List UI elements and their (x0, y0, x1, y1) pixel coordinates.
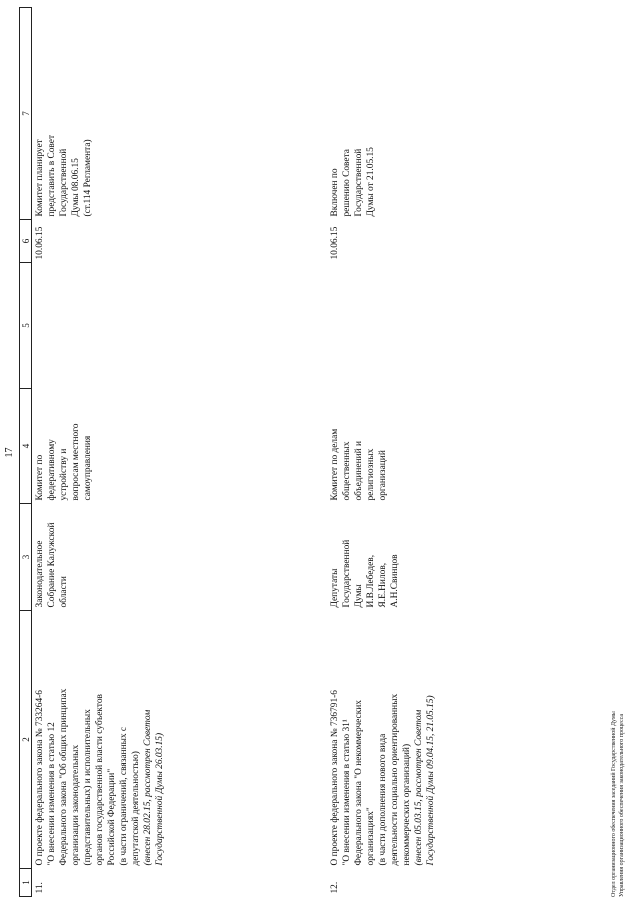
initiator-line: области (59, 576, 69, 608)
note-line: (ст.114 Регламента) (83, 139, 93, 217)
note-line: представить в Совет (47, 134, 57, 217)
bill-description (327, 611, 439, 869)
initiator-line: А.Н.Свинцов (389, 554, 400, 608)
bill-description (32, 611, 327, 869)
committee-line: объединений и (353, 441, 364, 501)
initiator-cell (327, 504, 439, 611)
bill-line: (в части дополнения нового вида (377, 733, 388, 866)
note-line: Комитет планирует (35, 139, 45, 217)
committee-line: Комитет по делам (329, 428, 340, 501)
initiator-line: Государственной (341, 539, 352, 608)
bill-line: Федерального закона "О некоммерческих (353, 700, 364, 866)
footer-line: Управления организационного обеспечения законодательного процесса (619, 713, 625, 897)
initiator-line: И.В.Лебедев, (365, 554, 376, 608)
bill-line: (в части ограничений, связанных с (119, 726, 129, 866)
row-number: 12. (329, 881, 340, 894)
bill-line: О проекте федерального закона № 736791-6 (329, 690, 340, 866)
bill-line: органов государственной власти субъектов (95, 694, 105, 866)
note-line: Включен по (329, 168, 340, 217)
note-cell (327, 8, 439, 220)
committee-line: религиозных (365, 448, 376, 501)
bill-line: "О внесении изменения в статью 12 (47, 722, 57, 866)
bill-line: "О внесении изменения в статью 31¹ (341, 719, 352, 866)
column-header: 1 (20, 869, 32, 897)
bill-line: деятельности социально ориентированных (389, 693, 400, 866)
bill-line: некоммерческих организаций) (401, 743, 412, 866)
note-cell (32, 8, 327, 220)
footer-line: Отдел организационного обеспечения заседаний Государственной Думы (611, 711, 617, 897)
page-number: 17 (4, 447, 15, 458)
bill-line: Государственной Думы 26.03.15) (155, 732, 165, 866)
column-5-cell (327, 263, 439, 389)
column-header: 5 (20, 263, 32, 389)
bill-line: организации законодательных (71, 744, 81, 866)
column-header: 6 (20, 220, 32, 263)
column-5-cell (32, 263, 327, 389)
date-cell: 10.06.15 (35, 226, 45, 260)
initiator-line: Собрание Калужской (47, 522, 57, 608)
row-number: 11. (35, 882, 45, 894)
initiator-line: Я.Е.Нилов, (377, 562, 388, 608)
note-line: Думы 08.06.15 (71, 158, 81, 217)
bill-line: Российской Федерации" (107, 768, 117, 866)
bill-line: Государственной Думы 09.04.15, 21.05.15) (425, 695, 436, 866)
initiator-line: Думы (353, 584, 364, 608)
footer-note (610, 711, 626, 897)
date-cell: 10.06.15 (329, 226, 340, 260)
committee-line: Комитет по (35, 454, 45, 501)
bill-line: (представительных) и исполнительных (83, 709, 93, 866)
column-header: 7 (20, 8, 32, 220)
header-row (20, 8, 32, 897)
committee-cell (327, 389, 439, 504)
initiator-line: Депутаты (329, 568, 340, 608)
bill-line: Федерального закона "Об общих принципах (59, 688, 69, 866)
bill-line: О проекте федерального закона № 733264-6 (35, 690, 45, 866)
committee-line: федеративному (47, 439, 57, 501)
initiator-cell (32, 504, 327, 611)
column-header: 3 (20, 504, 32, 611)
committee-cell (32, 389, 327, 504)
committee-line: самоуправления (83, 435, 93, 501)
note-line: решению Совета (341, 149, 352, 217)
committee-line: общественных (341, 441, 352, 501)
committee-line: организаций (377, 450, 388, 501)
committee-line: устройству и (59, 448, 69, 501)
table-row (32, 8, 327, 897)
column-header: 4 (20, 389, 32, 504)
bill-line: (внесен 05.03.15, рассмотрен Советом (413, 709, 424, 866)
bill-line: (внесен 28.02.15, рассмотрен Советом (143, 709, 153, 866)
bill-line: организациях" (365, 807, 376, 866)
note-line: Государственной (353, 148, 364, 217)
note-line: Государственной (59, 148, 69, 217)
note-line: Думы от 21.05.15 (365, 147, 376, 217)
committee-line: вопросам местного (71, 423, 81, 501)
column-header: 2 (20, 611, 32, 869)
bills-table (19, 7, 439, 897)
table-row (327, 8, 439, 897)
initiator-line: Законодательное (35, 540, 45, 608)
bill-line: депутатской деятельностью) (131, 751, 141, 866)
